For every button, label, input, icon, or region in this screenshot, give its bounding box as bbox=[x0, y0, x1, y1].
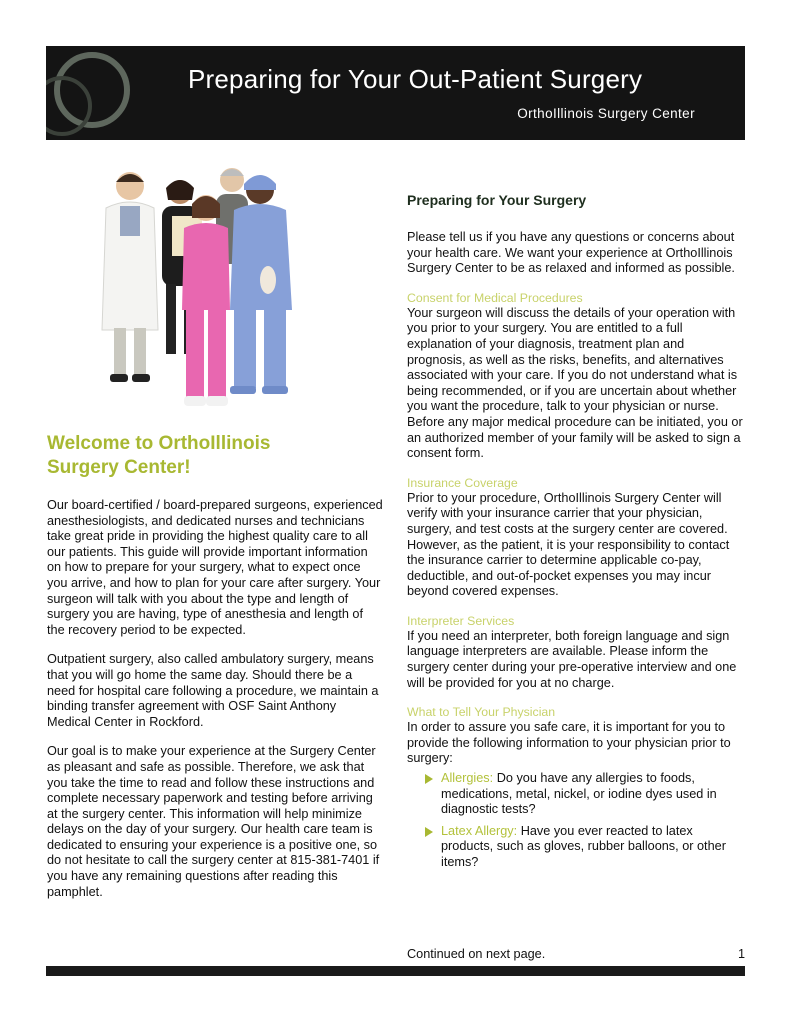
triangle-bullet-icon bbox=[425, 774, 433, 784]
bullet-label: Allergies: bbox=[441, 771, 494, 786]
medical-team-photo bbox=[80, 160, 300, 416]
staff-figure-doctor bbox=[102, 172, 158, 382]
left-column bbox=[47, 498, 383, 914]
footer-bar bbox=[46, 966, 745, 976]
consent-heading: Consent for Medical Procedures bbox=[407, 290, 583, 305]
physician-bullet-list bbox=[407, 771, 745, 871]
page-number: 1 bbox=[738, 947, 746, 961]
bullet-text: Do you have any allergies to foods, medications, metal, nickel, or iodine dyes used in diagnostic tests? bbox=[441, 771, 717, 817]
list-item bbox=[425, 771, 745, 818]
interpreter-heading: Interpreter Services bbox=[407, 613, 515, 628]
staff-figure-pink-scrubs bbox=[182, 195, 230, 406]
consent-text: Your surgeon will discuss the details of your operation with you prior to your surgery. You are entitled to a full explanation of your diagnosis, treatment plan and prognosis, as well as the risks, benefits, and alternatives associated with your care. If you do not understand what is being recommended, or if you are uncertain about whether you want the procedure, talk to your physician or nurse. Before any major medical procedure can be initiated, you or an authorized member of your family will be asked to sign a consent form. bbox=[407, 305, 743, 461]
page-header bbox=[46, 46, 745, 140]
right-column bbox=[407, 192, 745, 879]
page-title: Preparing for Your Out-Patient Surgery bbox=[188, 64, 643, 94]
physician-heading: What to Tell Your Physician bbox=[407, 705, 556, 720]
insurance-text: Prior to your procedure, OrthoIllinois Surgery Center will verify with your insurance carrier that your physician, surgery, and test costs at the surgery center are covered. However, as the patient, it is your responsibility to contact the insurance carrier to determine applicable co-pay, deductible, and out-of-pocket expenses you may incur beyond covered expenses. bbox=[407, 490, 730, 599]
outpatient-paragraph: Outpatient surgery, also called ambulatory surgery, means that you will go home the same day. Should there be a need for hospital care following a procedure, we maintain a binding transfer agreement with OSF Saint Anthony Medical Center in Rockford. bbox=[47, 652, 379, 729]
insurance-heading: Insurance Coverage bbox=[407, 475, 518, 490]
list-item bbox=[425, 824, 745, 871]
bullet-text: Have you ever reacted to latex products, such as gloves, rubber balloons, or other items? bbox=[441, 823, 726, 869]
welcome-heading: Welcome to OrthoIllinois Surgery Center! bbox=[47, 433, 271, 478]
center-name: OrthoIllinois Surgery Center bbox=[517, 106, 695, 121]
triangle-bullet-icon bbox=[425, 827, 433, 837]
bullet-label: Latex Allergy: bbox=[441, 823, 518, 838]
goal-paragraph: Our goal is to make your experience at the Surgery Center as pleasant and safe as possible. Therefore, we ask that you take the time to read and follow these instructions and complete necessary paperwork and testing before arriving at the surgery center. This information will help minimize delays on the day of your surgery. Our health care team is dedicated to ensuring your experience is a positive one, so do not hesitate to call the surgery center at 815-381-7401 if you have any remaining questions after reading this pamphlet. bbox=[47, 744, 380, 899]
section-title: Preparing for Your Surgery bbox=[407, 192, 587, 208]
physician-text: In order to assure you safe care, it is important for you to provide the following information to your physician prior to surgery: bbox=[407, 720, 731, 766]
continued-note: Continued on next page. bbox=[407, 947, 546, 961]
intro-paragraph: Our board-certified / board-prepared surgeons, experienced anesthesiologists, and dedicated nurses and technicians take great pride in providing the highest quality care to all our patients. This guide will provide important information on how to prepare for your surgery, what to expect once you arrive, and how to plan for your care after surgery. Your surgeon will talk with you about the type and length of surgery you are having, type of anesthesia and length of the recovery period to be expected. bbox=[47, 498, 383, 637]
staff-figure-surgeon bbox=[230, 175, 292, 394]
prep-intro: Please tell us if you have any questions or concerns about your health care. We want your experience at OrthoIllinois Surgery Center to be as relaxed and informed as possible. bbox=[407, 230, 735, 276]
interpreter-text: If you need an interpreter, both foreign language and sign language interpreters are available. Please inform the surgery center during your pre-operative interview and one will be provided for you at no charge. bbox=[407, 628, 737, 690]
